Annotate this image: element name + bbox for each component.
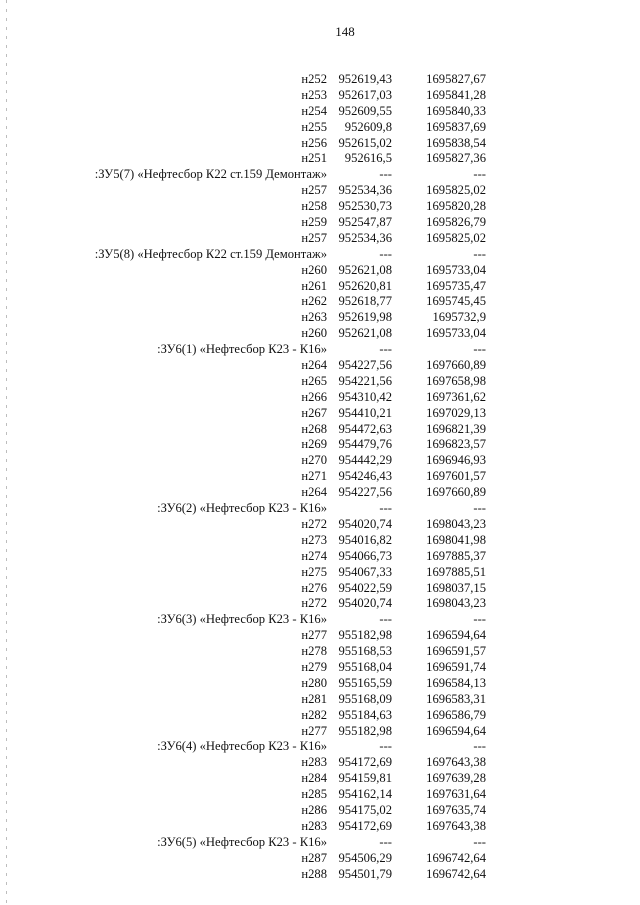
x-coordinate: 954067,33 xyxy=(338,564,392,579)
x-coordinate: 954227,56 xyxy=(338,485,392,500)
y-coordinate: --- xyxy=(473,342,486,357)
x-coordinate: 954479,76 xyxy=(338,437,392,452)
y-coordinate: --- xyxy=(473,167,486,182)
y-coordinate: 1698037,15 xyxy=(426,580,486,595)
point-label: н251 xyxy=(301,151,327,166)
y-coordinate: 1697885,51 xyxy=(426,564,486,579)
x-coordinate: --- xyxy=(379,739,392,754)
coordinate-row xyxy=(0,485,640,501)
coordinate-row xyxy=(0,215,640,231)
point-label: н281 xyxy=(301,691,327,706)
coordinate-row xyxy=(0,676,640,692)
point-label: н260 xyxy=(301,326,327,341)
x-coordinate: 954501,79 xyxy=(338,866,392,881)
x-coordinate: 955184,63 xyxy=(338,707,392,722)
y-coordinate: 1697660,89 xyxy=(426,485,486,500)
coordinate-row xyxy=(0,422,640,438)
point-label: н270 xyxy=(301,453,327,468)
point-label: н268 xyxy=(301,421,327,436)
point-label: н260 xyxy=(301,262,327,277)
coordinate-row xyxy=(0,755,640,771)
coordinate-row xyxy=(0,183,640,199)
y-coordinate: 1697635,74 xyxy=(426,802,486,817)
x-coordinate: 954221,56 xyxy=(338,373,392,388)
y-coordinate: 1695745,45 xyxy=(426,294,486,309)
coordinate-row xyxy=(0,390,640,406)
point-label: н272 xyxy=(301,516,327,531)
point-label: н265 xyxy=(301,373,327,388)
x-coordinate: --- xyxy=(379,612,392,627)
coordinate-row xyxy=(0,263,640,279)
x-coordinate: 952621,08 xyxy=(338,326,392,341)
x-coordinate: 954175,02 xyxy=(338,802,392,817)
y-coordinate: 1696742,64 xyxy=(426,850,486,865)
y-coordinate: 1696821,39 xyxy=(426,421,486,436)
coordinate-row xyxy=(0,708,640,724)
y-coordinate: 1695735,47 xyxy=(426,278,486,293)
point-label: н252 xyxy=(301,72,327,86)
x-coordinate: 954246,43 xyxy=(338,469,392,484)
point-label: н271 xyxy=(301,469,327,484)
point-label: н275 xyxy=(301,564,327,579)
x-coordinate: --- xyxy=(379,342,392,357)
point-label: н273 xyxy=(301,532,327,547)
section-label: :ЗУ6(4) «Нефтесбор К23 - К16» xyxy=(157,739,327,754)
y-coordinate: 1695732,9 xyxy=(432,310,486,325)
y-coordinate: 1695826,79 xyxy=(426,215,486,230)
coordinate-row xyxy=(0,151,640,167)
y-coordinate: 1697643,38 xyxy=(426,818,486,833)
section-label: :ЗУ6(5) «Нефтесбор К23 - К16» xyxy=(157,834,327,849)
coordinate-row xyxy=(0,660,640,676)
point-label: н262 xyxy=(301,294,327,309)
x-coordinate: 954020,74 xyxy=(338,516,392,531)
coordinate-row xyxy=(0,565,640,581)
coordinate-row xyxy=(0,517,640,533)
x-coordinate: 954022,59 xyxy=(338,580,392,595)
x-coordinate: 954410,21 xyxy=(338,405,392,420)
x-coordinate: 952619,98 xyxy=(338,310,392,325)
coordinate-row xyxy=(0,88,640,104)
point-label: н256 xyxy=(301,135,327,150)
point-label: н258 xyxy=(301,199,327,214)
coordinate-row xyxy=(0,596,640,612)
point-label: н277 xyxy=(301,723,327,738)
x-coordinate: 952534,36 xyxy=(338,183,392,198)
coordinate-row xyxy=(0,199,640,215)
y-coordinate: 1697658,98 xyxy=(426,373,486,388)
coordinate-row xyxy=(0,453,640,469)
y-coordinate: 1696584,13 xyxy=(426,675,486,690)
y-coordinate: 1696586,79 xyxy=(426,707,486,722)
coordinate-row xyxy=(0,692,640,708)
y-coordinate: 1696591,57 xyxy=(426,644,486,659)
coordinate-row xyxy=(0,310,640,326)
x-coordinate: 955165,59 xyxy=(338,675,392,690)
coordinate-row xyxy=(0,724,640,740)
point-label: н257 xyxy=(301,230,327,245)
y-coordinate: 1698043,23 xyxy=(426,596,486,611)
y-coordinate: 1695838,54 xyxy=(426,135,486,150)
point-label: н282 xyxy=(301,707,327,722)
point-label: н264 xyxy=(301,358,327,373)
section-header-row xyxy=(0,835,640,851)
section-header-row xyxy=(0,342,640,358)
coordinate-row xyxy=(0,72,640,88)
x-coordinate: 954506,29 xyxy=(338,850,392,865)
y-coordinate: --- xyxy=(473,834,486,849)
y-coordinate: 1698041,98 xyxy=(426,532,486,547)
y-coordinate: 1696742,64 xyxy=(426,866,486,881)
y-coordinate: 1697885,37 xyxy=(426,548,486,563)
y-coordinate: 1696594,64 xyxy=(426,723,486,738)
y-coordinate: 1697639,28 xyxy=(426,771,486,786)
point-label: н285 xyxy=(301,787,327,802)
coordinate-row xyxy=(0,437,640,453)
x-coordinate: 954172,69 xyxy=(338,818,392,833)
y-coordinate: --- xyxy=(473,246,486,261)
coordinate-row xyxy=(0,358,640,374)
point-label: н259 xyxy=(301,215,327,230)
y-coordinate: 1695827,36 xyxy=(426,151,486,166)
y-coordinate: --- xyxy=(473,739,486,754)
y-coordinate: 1695837,69 xyxy=(426,119,486,134)
x-coordinate: 954227,56 xyxy=(338,358,392,373)
x-coordinate: --- xyxy=(379,246,392,261)
x-coordinate: 954472,63 xyxy=(338,421,392,436)
coordinate-row xyxy=(0,803,640,819)
x-coordinate: --- xyxy=(379,501,392,516)
x-coordinate: 954159,81 xyxy=(338,771,392,786)
page-number: 148 xyxy=(335,24,355,39)
section-label: :ЗУ6(1) «Нефтесбор К23 - К16» xyxy=(157,342,327,357)
coordinate-row xyxy=(0,469,640,485)
coordinate-row xyxy=(0,294,640,310)
coordinate-row xyxy=(0,867,640,883)
x-coordinate: 955168,09 xyxy=(338,691,392,706)
point-label: н272 xyxy=(301,596,327,611)
y-coordinate: 1696594,64 xyxy=(426,628,486,643)
x-coordinate: 955182,98 xyxy=(338,628,392,643)
x-coordinate: 954310,42 xyxy=(338,389,392,404)
point-label: н257 xyxy=(301,183,327,198)
point-label: н280 xyxy=(301,675,327,690)
point-label: н283 xyxy=(301,755,327,770)
point-label: н278 xyxy=(301,644,327,659)
point-label: н288 xyxy=(301,866,327,881)
y-coordinate: 1697660,89 xyxy=(426,358,486,373)
section-label: :ЗУ5(8) «Нефтесбор К22 ст.159 Демонтаж» xyxy=(94,246,327,261)
y-coordinate: 1695825,02 xyxy=(426,183,486,198)
coordinate-row xyxy=(0,851,640,867)
coordinate-row xyxy=(0,136,640,152)
coordinate-row xyxy=(0,120,640,136)
x-coordinate: 952534,36 xyxy=(338,230,392,245)
y-coordinate: 1696591,74 xyxy=(426,659,486,674)
coordinate-row xyxy=(0,819,640,835)
coordinate-row xyxy=(0,231,640,247)
y-coordinate: 1697631,64 xyxy=(426,787,486,802)
point-label: н253 xyxy=(301,87,327,102)
coordinate-row xyxy=(0,406,640,422)
x-coordinate: 952616,5 xyxy=(344,151,392,166)
y-coordinate: 1695840,33 xyxy=(426,103,486,118)
x-coordinate: 952621,08 xyxy=(338,262,392,277)
section-label: :ЗУ5(7) «Нефтесбор К22 ст.159 Демонтаж» xyxy=(94,167,327,182)
x-coordinate: 954442,29 xyxy=(338,453,392,468)
coordinate-row xyxy=(0,374,640,390)
point-label: н287 xyxy=(301,850,327,865)
y-coordinate: --- xyxy=(473,501,486,516)
x-coordinate: 952619,43 xyxy=(338,72,392,86)
coordinate-row xyxy=(0,628,640,644)
point-label: н279 xyxy=(301,659,327,674)
coordinate-row xyxy=(0,771,640,787)
x-coordinate: 952547,87 xyxy=(338,215,392,230)
y-coordinate: 1695841,28 xyxy=(426,87,486,102)
x-coordinate: 954020,74 xyxy=(338,596,392,611)
point-label: н277 xyxy=(301,628,327,643)
x-coordinate: 952620,81 xyxy=(338,278,392,293)
y-coordinate: 1696946,93 xyxy=(426,453,486,468)
coordinate-row xyxy=(0,787,640,803)
y-coordinate: 1695827,67 xyxy=(426,72,486,86)
point-label: н276 xyxy=(301,580,327,595)
y-coordinate: 1695820,28 xyxy=(426,199,486,214)
section-label: :ЗУ6(2) «Нефтесбор К23 - К16» xyxy=(157,501,327,516)
y-coordinate: 1697601,57 xyxy=(426,469,486,484)
x-coordinate: 955168,04 xyxy=(338,659,392,674)
point-label: н274 xyxy=(301,548,327,563)
y-coordinate: 1698043,23 xyxy=(426,516,486,531)
coordinate-row xyxy=(0,279,640,295)
x-coordinate: 954162,14 xyxy=(338,787,392,802)
section-header-row xyxy=(0,167,640,183)
coordinate-row xyxy=(0,549,640,565)
x-coordinate: 952615,02 xyxy=(338,135,392,150)
y-coordinate: --- xyxy=(473,612,486,627)
y-coordinate: 1695825,02 xyxy=(426,230,486,245)
section-header-row xyxy=(0,247,640,263)
x-coordinate: 954066,73 xyxy=(338,548,392,563)
y-coordinate: 1697029,13 xyxy=(426,405,486,420)
point-label: н266 xyxy=(301,389,327,404)
point-label: н263 xyxy=(301,310,327,325)
point-label: н286 xyxy=(301,802,327,817)
y-coordinate: 1697643,38 xyxy=(426,755,486,770)
section-label: :ЗУ6(3) «Нефтесбор К23 - К16» xyxy=(157,612,327,627)
section-header-row xyxy=(0,739,640,755)
point-label: н264 xyxy=(301,485,327,500)
coordinate-row xyxy=(0,581,640,597)
y-coordinate: 1696823,57 xyxy=(426,437,486,452)
section-header-row xyxy=(0,612,640,628)
x-coordinate: 952609,8 xyxy=(344,119,392,134)
point-label: н261 xyxy=(301,278,327,293)
x-coordinate: 955168,53 xyxy=(338,644,392,659)
section-header-row xyxy=(0,501,640,517)
x-coordinate: 954016,82 xyxy=(338,532,392,547)
coordinates-table xyxy=(0,72,640,882)
coordinate-row xyxy=(0,533,640,549)
x-coordinate: --- xyxy=(379,834,392,849)
x-coordinate: --- xyxy=(379,167,392,182)
coordinate-row xyxy=(0,104,640,120)
y-coordinate: 1696583,31 xyxy=(426,691,486,706)
x-coordinate: 955182,98 xyxy=(338,723,392,738)
x-coordinate: 952617,03 xyxy=(338,87,392,102)
point-label: н269 xyxy=(301,437,327,452)
point-label: н267 xyxy=(301,405,327,420)
point-label: н283 xyxy=(301,818,327,833)
point-label: н284 xyxy=(301,771,327,786)
point-label: н255 xyxy=(301,119,327,134)
coordinate-row xyxy=(0,326,640,342)
x-coordinate: 954172,69 xyxy=(338,755,392,770)
x-coordinate: 952530,73 xyxy=(338,199,392,214)
y-coordinate: 1697361,62 xyxy=(426,389,486,404)
coordinate-row xyxy=(0,644,640,660)
x-coordinate: 952609,55 xyxy=(338,103,392,118)
y-coordinate: 1695733,04 xyxy=(426,262,486,277)
y-coordinate: 1695733,04 xyxy=(426,326,486,341)
x-coordinate: 952618,77 xyxy=(338,294,392,309)
point-label: н254 xyxy=(301,103,327,118)
